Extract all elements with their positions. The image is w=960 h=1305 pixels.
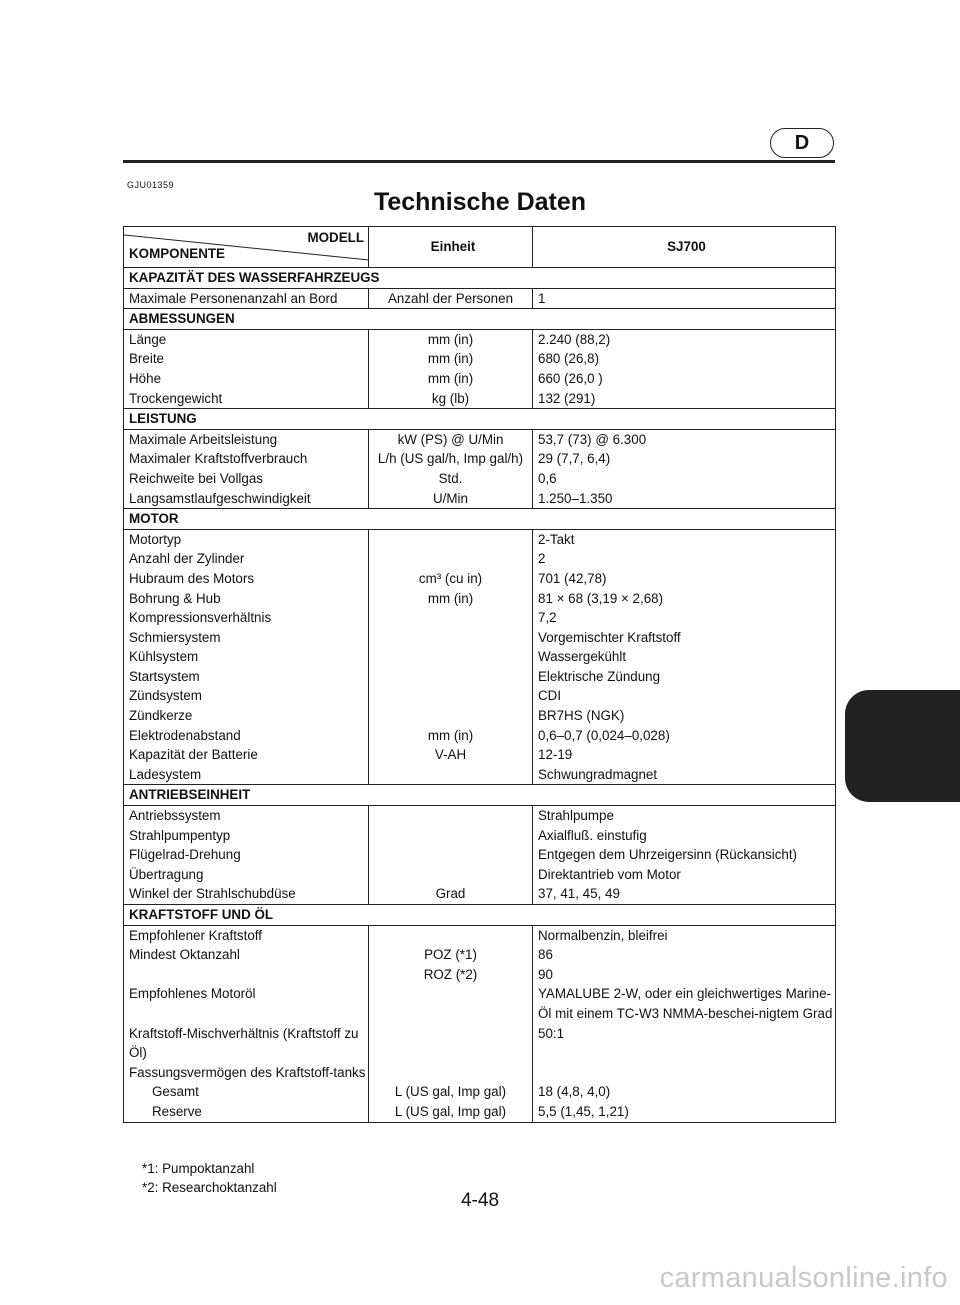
spec-value: Elektrische Zündung bbox=[533, 667, 836, 687]
document-code: GJU01359 bbox=[127, 180, 175, 190]
table-row bbox=[124, 965, 836, 985]
footnote: *1: Pumpoktanzahl bbox=[142, 1161, 255, 1176]
spec-value: Strahlpumpe bbox=[533, 806, 836, 826]
table-row bbox=[124, 1063, 836, 1083]
spec-name: Kapazität der Batterie bbox=[124, 745, 369, 765]
spec-name: Trockengewicht bbox=[124, 389, 369, 409]
spec-unit: Grad bbox=[369, 884, 533, 904]
spec-name: Antriebssystem bbox=[124, 806, 369, 826]
specifications-table bbox=[123, 226, 836, 1123]
spec-value: 132 (291) bbox=[533, 389, 836, 409]
spec-unit bbox=[369, 529, 533, 549]
spec-unit bbox=[369, 845, 533, 865]
spec-unit bbox=[369, 667, 533, 687]
spec-unit: cm³ (cu in) bbox=[369, 569, 533, 589]
table-row bbox=[124, 1082, 836, 1102]
spec-value: 18 (4,8, 4,0) bbox=[533, 1082, 836, 1102]
footnote: *2: Researchoktanzahl bbox=[142, 1180, 277, 1195]
spec-name: Zündsystem bbox=[124, 686, 369, 706]
table-row bbox=[124, 806, 836, 826]
spec-unit: mm (in) bbox=[369, 589, 533, 609]
table-row bbox=[124, 845, 836, 865]
spec-value: 29 (7,7, 6,4) bbox=[533, 449, 836, 469]
table-row bbox=[124, 1102, 836, 1122]
spec-value: 0,6–0,7 (0,024–0,028) bbox=[533, 726, 836, 746]
spec-unit: Anzahl der Personen bbox=[369, 288, 533, 309]
spec-name: Breite bbox=[124, 349, 369, 369]
spec-unit: Std. bbox=[369, 469, 533, 489]
table-row bbox=[124, 288, 836, 309]
spec-unit: mm (in) bbox=[369, 329, 533, 349]
spec-name: Startsystem bbox=[124, 667, 369, 687]
table-row bbox=[124, 865, 836, 885]
chapter-tab bbox=[845, 690, 960, 802]
table-row bbox=[124, 925, 836, 945]
section-row bbox=[124, 905, 836, 926]
section-title: KRAFTSTOFF UND ÖL bbox=[124, 905, 836, 926]
spec-name: Empfohlenes Motoröl bbox=[124, 984, 369, 1023]
spec-unit bbox=[369, 628, 533, 648]
table-row bbox=[124, 329, 836, 349]
spec-value: BR7HS (NGK) bbox=[533, 706, 836, 726]
table-row bbox=[124, 1024, 836, 1063]
spec-name: Reserve bbox=[124, 1102, 369, 1122]
spec-name: Winkel der Strahlschubdüse bbox=[124, 884, 369, 904]
spec-unit bbox=[369, 1063, 533, 1083]
header-component-cell bbox=[124, 227, 369, 268]
spec-unit: ROZ (*2) bbox=[369, 965, 533, 985]
watermark: carmanualsonline.info bbox=[659, 1262, 948, 1294]
table-row bbox=[124, 686, 836, 706]
section-row bbox=[124, 509, 836, 530]
table-row bbox=[124, 826, 836, 846]
spec-name: Mindest Oktanzahl bbox=[124, 945, 369, 965]
spec-value: YAMALUBE 2-W, oder ein gleichwertiges Marine-Öl mit einem TC-W3 NMMA-beschei-nigtem Grad bbox=[533, 984, 836, 1023]
spec-name: Fassungsvermögen des Kraftstoff-tanks bbox=[124, 1063, 369, 1083]
spec-name: Übertragung bbox=[124, 865, 369, 885]
spec-value: Axialfluß. einstufig bbox=[533, 826, 836, 846]
spec-name: Zündkerze bbox=[124, 706, 369, 726]
table-row bbox=[124, 667, 836, 687]
spec-name: Flügelrad-Drehung bbox=[124, 845, 369, 865]
spec-name: Kühlsystem bbox=[124, 647, 369, 667]
spec-value: 53,7 (73) @ 6.300 bbox=[533, 429, 836, 449]
table-row bbox=[124, 369, 836, 389]
spec-value: Wassergekühlt bbox=[533, 647, 836, 667]
table-row bbox=[124, 984, 836, 1023]
spec-value: 7,2 bbox=[533, 608, 836, 628]
section-row bbox=[124, 785, 836, 806]
spec-unit bbox=[369, 925, 533, 945]
spec-value: 86 bbox=[533, 945, 836, 965]
spec-value: 701 (42,78) bbox=[533, 569, 836, 589]
spec-name: Gesamt bbox=[124, 1082, 369, 1102]
table-row bbox=[124, 549, 836, 569]
spec-value: 1.250–1.350 bbox=[533, 489, 836, 509]
page-title: Technische Daten bbox=[373, 188, 587, 216]
section-row bbox=[124, 409, 836, 430]
section-title: LEISTUNG bbox=[124, 409, 836, 430]
spec-value: Vorgemischter Kraftstoff bbox=[533, 628, 836, 648]
spec-value: 1 bbox=[533, 288, 836, 309]
spec-value: 12-19 bbox=[533, 745, 836, 765]
spec-unit: V-AH bbox=[369, 745, 533, 765]
spec-value: 0,6 bbox=[533, 469, 836, 489]
section-title: KAPAZITÄT DES WASSERFAHRZEUGS bbox=[124, 268, 836, 289]
spec-name: Reichweite bei Vollgas bbox=[124, 469, 369, 489]
spec-name: Elektrodenabstand bbox=[124, 726, 369, 746]
spec-unit: mm (in) bbox=[369, 349, 533, 369]
spec-value: 2.240 (88,2) bbox=[533, 329, 836, 349]
table-body bbox=[124, 268, 836, 1123]
spec-unit bbox=[369, 608, 533, 628]
table-row bbox=[124, 647, 836, 667]
table-header-row bbox=[124, 227, 836, 268]
spec-unit bbox=[369, 984, 533, 1023]
spec-unit bbox=[369, 686, 533, 706]
header-modell-label: MODELL bbox=[307, 230, 364, 245]
spec-name: Strahlpumpentyp bbox=[124, 826, 369, 846]
header-komponente-label: KOMPONENTE bbox=[129, 246, 225, 262]
spec-unit: L (US gal, Imp gal) bbox=[369, 1082, 533, 1102]
table-row bbox=[124, 569, 836, 589]
spec-name: Ladesystem bbox=[124, 765, 369, 785]
spec-value: 5,5 (1,45, 1,21) bbox=[533, 1102, 836, 1122]
spec-unit bbox=[369, 806, 533, 826]
spec-value: CDI bbox=[533, 686, 836, 706]
spec-name: Maximale Personenanzahl an Bord bbox=[124, 288, 369, 309]
spec-name: Hubraum des Motors bbox=[124, 569, 369, 589]
spec-name: Länge bbox=[124, 329, 369, 349]
spec-name: Maximale Arbeitsleistung bbox=[124, 429, 369, 449]
spec-unit: L (US gal, Imp gal) bbox=[369, 1102, 533, 1122]
spec-unit bbox=[369, 647, 533, 667]
spec-value: 37, 41, 45, 49 bbox=[533, 884, 836, 904]
section-row bbox=[124, 268, 836, 289]
spec-value: 680 (26,8) bbox=[533, 349, 836, 369]
spec-value: Direktantrieb vom Motor bbox=[533, 865, 836, 885]
language-badge: D bbox=[770, 128, 834, 158]
spec-name: Langsamstlaufgeschwindigkeit bbox=[124, 489, 369, 509]
spec-unit bbox=[369, 865, 533, 885]
table-row bbox=[124, 726, 836, 746]
spec-value: 2 bbox=[533, 549, 836, 569]
table-row bbox=[124, 529, 836, 549]
table-row bbox=[124, 389, 836, 409]
spec-unit bbox=[369, 765, 533, 785]
spec-name bbox=[124, 965, 369, 985]
table-row bbox=[124, 945, 836, 965]
spec-value: 2-Takt bbox=[533, 529, 836, 549]
spec-name: Maximaler Kraftstoffverbrauch bbox=[124, 449, 369, 469]
spec-value: 660 (26,0 ) bbox=[533, 369, 836, 389]
spec-value: Schwungradmagnet bbox=[533, 765, 836, 785]
spec-unit bbox=[369, 549, 533, 569]
spec-name: Bohrung & Hub bbox=[124, 589, 369, 609]
section-title: ANTRIEBSEINHEIT bbox=[124, 785, 836, 806]
table-row bbox=[124, 765, 836, 785]
spec-unit: L/h (US gal/h, Imp gal/h) bbox=[369, 449, 533, 469]
spec-name: Höhe bbox=[124, 369, 369, 389]
table-row bbox=[124, 628, 836, 648]
spec-name: Kompressionsverhältnis bbox=[124, 608, 369, 628]
header-model-cell: SJ700 bbox=[533, 227, 836, 268]
spec-value bbox=[533, 1063, 836, 1083]
spec-unit: kg (lb) bbox=[369, 389, 533, 409]
spec-unit bbox=[369, 706, 533, 726]
section-title: ABMESSUNGEN bbox=[124, 309, 836, 330]
spec-name: Schmiersystem bbox=[124, 628, 369, 648]
table-row bbox=[124, 884, 836, 904]
spec-value: Normalbenzin, bleifrei bbox=[533, 925, 836, 945]
page-number: 4-48 bbox=[460, 1190, 500, 1211]
spec-name: Anzahl der Zylinder bbox=[124, 549, 369, 569]
section-title: MOTOR bbox=[124, 509, 836, 530]
spec-unit: POZ (*1) bbox=[369, 945, 533, 965]
spec-unit bbox=[369, 1024, 533, 1063]
header-unit-cell: Einheit bbox=[369, 227, 533, 268]
table-row bbox=[124, 706, 836, 726]
spec-unit: mm (in) bbox=[369, 726, 533, 746]
spec-unit: kW (PS) @ U/Min bbox=[369, 429, 533, 449]
spec-value: 90 bbox=[533, 965, 836, 985]
spec-unit: U/Min bbox=[369, 489, 533, 509]
spec-name: Empfohlener Kraftstoff bbox=[124, 925, 369, 945]
spec-unit bbox=[369, 826, 533, 846]
spec-unit: mm (in) bbox=[369, 369, 533, 389]
section-row bbox=[124, 309, 836, 330]
table-row bbox=[124, 745, 836, 765]
header-rule bbox=[123, 160, 835, 163]
spec-value: 81 × 68 (3,19 × 2,68) bbox=[533, 589, 836, 609]
table-row bbox=[124, 349, 836, 369]
table-row bbox=[124, 469, 836, 489]
spec-value: 50:1 bbox=[533, 1024, 836, 1063]
table-row bbox=[124, 608, 836, 628]
table-row bbox=[124, 489, 836, 509]
spec-name: Kraftstoff-Mischverhältnis (Kraftstoff zu Öl) bbox=[124, 1024, 369, 1063]
table-row bbox=[124, 589, 836, 609]
table-row bbox=[124, 449, 836, 469]
spec-name: Motortyp bbox=[124, 529, 369, 549]
spec-value: Entgegen dem Uhrzeigersinn (Rückansicht) bbox=[533, 845, 836, 865]
table-row bbox=[124, 429, 836, 449]
